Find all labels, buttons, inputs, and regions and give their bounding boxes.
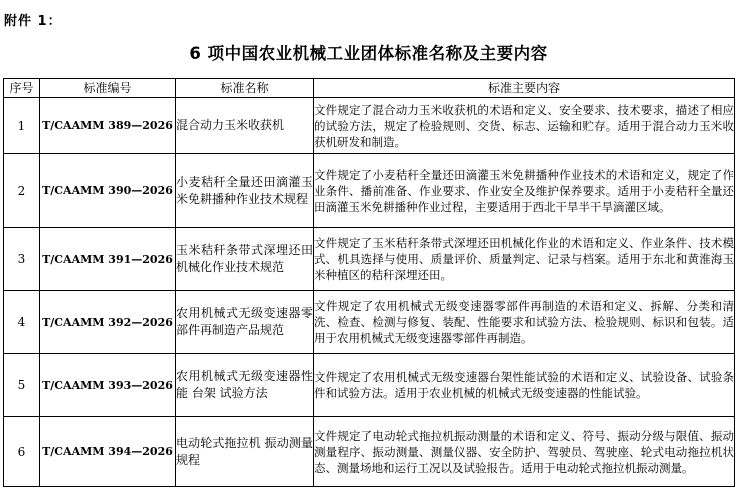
header-code: 标准编号 [40, 79, 176, 98]
row-code: T/CAAMM 392—2026 [40, 291, 176, 354]
table-header-row [4, 79, 735, 98]
document-title: 6 项中国农业机械工业团体标准名称及主要内容 [189, 44, 548, 63]
row-content: 文件规定了混合动力玉米收获机的术语和定义、安全要求、技术要求，描述了相应的试验方法，规定了检验规则、交货、标志、运输和贮存。适用于混合动力玉米收获机研发和制造。 [314, 98, 735, 154]
row-seq: 4 [4, 291, 40, 354]
row-code: T/CAAMM 394—2026 [40, 417, 176, 487]
header-content: 标准主要内容 [314, 79, 735, 98]
standards-table [3, 78, 735, 487]
row-content: 文件规定了小麦秸秆全量还田滴灌玉米免耕播种作业技术的术语和定义，规定了作业条件、播前准备、作业要求、作业安全及维护保养要求。适用于小麦秸秆全量还田滴灌玉米免耕播种作业过程，主要适用于西北干旱半干旱滴灌区域。 [314, 154, 735, 228]
row-seq: 5 [4, 354, 40, 417]
row-seq: 1 [4, 98, 40, 154]
row-seq: 6 [4, 417, 40, 487]
row-name: 电动轮式拖拉机 振动测量规程 [176, 417, 314, 487]
header-seq: 序号 [4, 79, 40, 98]
row-name: 农用机械式无级变速器零部件再制造产品规范 [176, 291, 314, 354]
row-content: 文件规定了农用机械式无级变速器零部件再制造的术语和定义、拆解、分类和清洗、检查、检测与修复、装配、性能要求和试验方法、检验规则、标识和包装。适用于农用机械式无级变速器零部件再制造。 [314, 291, 735, 354]
row-name: 混合动力玉米收获机 [176, 98, 314, 154]
row-seq: 3 [4, 228, 40, 291]
row-name: 玉米秸秆条带式深埋还田机械化作业技术规范 [176, 228, 314, 291]
row-code: T/CAAMM 389—2026 [40, 98, 176, 154]
row-seq: 2 [4, 154, 40, 228]
table-row [4, 154, 735, 228]
row-content: 文件规定了电动轮式拖拉机振动测量的术语和定义、符号、振动分级与限值、振动测量程序、振动测量、测量仪器、安全防护、驾驶员、驾驶座、轮式电动拖拉机状态、测量场地和运行工况以及试验报告。适用于电动轮式拖拉机振动测量。 [314, 417, 735, 487]
attachment-label: 附件 1： [4, 14, 62, 29]
table-row [4, 98, 735, 154]
row-content: 文件规定了玉米秸秆条带式深埋还田机械化作业的术语和定义、作业条件、技术模式、机具选择与使用、质量评价、质量判定、记录与档案。适用于东北和黄淮海玉米种植区的秸秆深埋还田。 [314, 228, 735, 291]
row-code: T/CAAMM 391—2026 [40, 228, 176, 291]
row-code: T/CAAMM 393—2026 [40, 354, 176, 417]
row-name: 农用机械式无级变速器性能 台架 试验方法 [176, 354, 314, 417]
row-name: 小麦秸秆全量还田滴灌玉米免耕播种作业技术规程 [176, 154, 314, 228]
table-row [4, 228, 735, 291]
header-name: 标准名称 [176, 79, 314, 98]
table-row [4, 291, 735, 354]
row-code: T/CAAMM 390—2026 [40, 154, 176, 228]
table-row [4, 354, 735, 417]
table-row [4, 417, 735, 487]
row-content: 文件规定了农用机械式无级变速器台架性能试验的术语和定义、试验设备、试验条件和试验方法。适用于农业机械的机械式无级变速器的性能试验。 [314, 354, 735, 417]
